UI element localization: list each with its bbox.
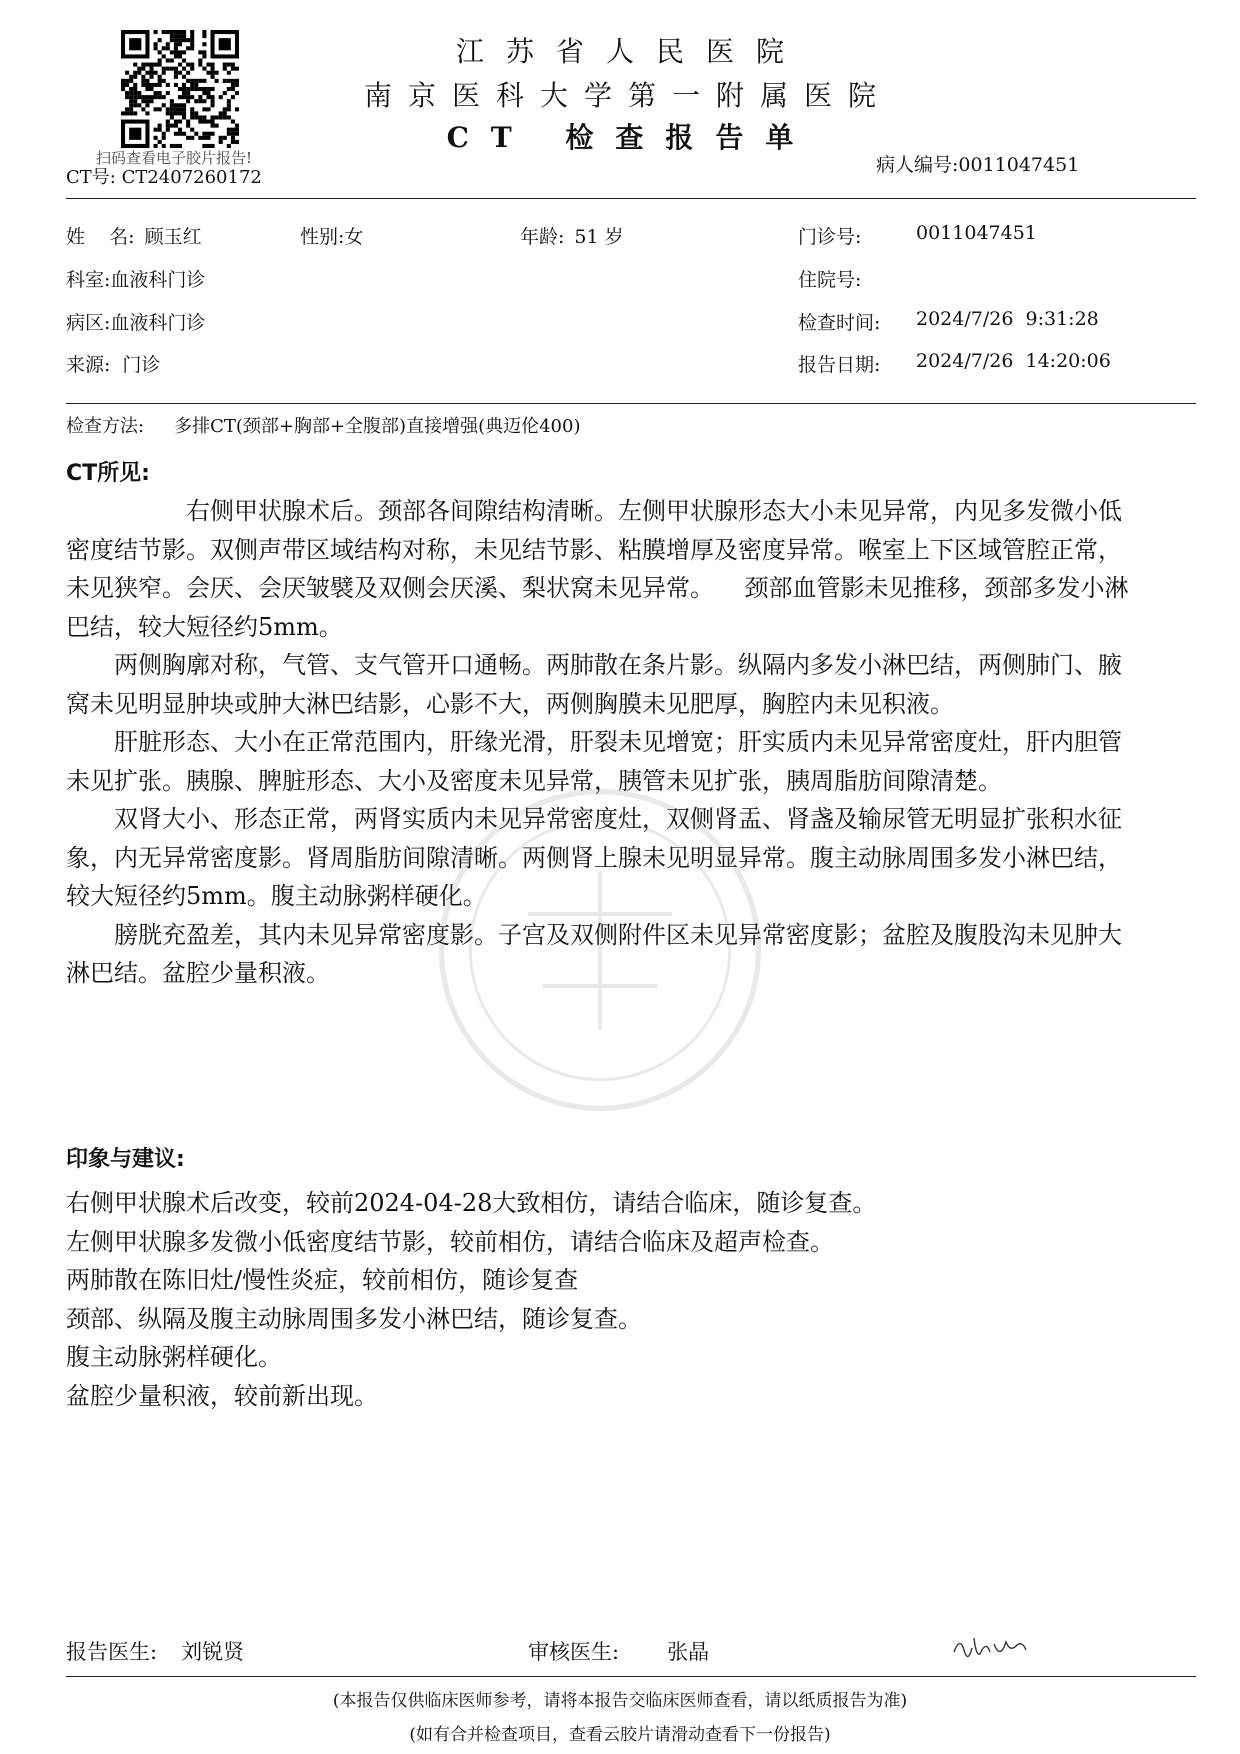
source-field — [66, 350, 160, 377]
findings-title: CT所见: — [66, 461, 150, 486]
findings-paragraph: 肝脏形态、大小在正常范围内，肝缘光滑，肝裂未见增宽；肝实质内未见异常密度灶，肝内胆管未见扩张。胰腺、脾脏形态、大小及密度未见异常，胰管未见扩张，胰周脂肪间隙清楚。 — [66, 728, 1122, 795]
patient-id: 病人编号:0011047451 — [876, 154, 1080, 176]
report-doctor — [66, 1636, 244, 1666]
clinic-no-value: 0011047451 — [916, 222, 1037, 244]
sex-value: 女 — [344, 226, 364, 248]
impression-item: 盆腔少量积液，较前新出现。 — [66, 1381, 378, 1410]
info-divider — [66, 403, 1196, 404]
findings-paragraph: 右侧甲状腺术后。颈部各间隙结构清晰。左侧甲状腺形态大小未见异常，内见多发微小低密度结节影。双侧声带区域结构对称，未见结节影、粘膜增厚及密度异常。喉室上下区域管腔正常，未见狭窄。会厌、会厌皱襞及双侧会厌溪、梨状窝未见异常。 颈部血管影未见推移，颈部多发小淋巴结，较大短径约5mm。 — [66, 497, 1129, 641]
exam-time-field — [798, 308, 880, 335]
exam-method — [66, 412, 580, 438]
dept-label: 科室: — [66, 269, 111, 291]
ward-value: 血液科门诊 — [110, 312, 206, 334]
name-field — [66, 222, 202, 249]
sex-label: 性别: — [300, 226, 345, 248]
footer-note-2: (如有合并检查项目，查看云胶片请滑动查看下一份报告) — [409, 1725, 831, 1745]
impression-item: 右侧甲状腺术后改变，较前2024-04-28大致相仿，请结合临床，随诊复查。 — [66, 1189, 877, 1217]
age-value: 51 岁 — [574, 226, 624, 248]
exam-time-value: 2024/7/26 9:31:28 — [916, 308, 1099, 330]
header-divider — [66, 198, 1196, 199]
report-title: CT 检查报告单 — [446, 121, 816, 154]
age-field — [520, 222, 624, 249]
impression-body — [66, 1184, 1166, 1415]
hospital-name-primary: 江苏省人民医院 — [455, 35, 806, 68]
review-doctor — [528, 1636, 709, 1666]
report-date-label: 报告日期: — [798, 354, 881, 376]
review-doctor-label: 审核医生: — [528, 1640, 620, 1664]
source-label: 来源: — [66, 354, 111, 376]
review-doctor-value: 张晶 — [667, 1640, 710, 1664]
impression-item: 颈部、纵隔及腹主动脉周围多发小淋巴结，随诊复查。 — [66, 1304, 642, 1333]
impression-item: 腹主动脉粥样硬化。 — [66, 1343, 282, 1371]
exam-method-value: 多排CT(颈部+胸部+全腹部)直接增强(典迈伦400) — [174, 416, 581, 437]
footer-note-1: (本报告仅供临床医师参考，请将本报告交临床医师查看，请以纸质报告为准) — [332, 1691, 908, 1711]
impression-item: 左侧甲状腺多发微小低密度结节影，较前相仿，请结合临床及超声检查。 — [66, 1227, 834, 1256]
name-value: 顾玉红 — [144, 226, 202, 248]
report-doctor-value: 刘锐贤 — [181, 1640, 245, 1664]
exam-method-label: 检查方法: — [66, 416, 145, 437]
exam-time-label: 检查时间: — [798, 312, 881, 334]
clinic-no-field — [798, 222, 861, 249]
age-label: 年龄: — [520, 226, 565, 248]
findings-paragraph: 两侧胸廓对称，气管、支气管开口通畅。两肺散在条片影。纵隔内多发小淋巴结，两侧肺门、腋窝未见明显肿块或肿大淋巴结影，心影不大，两侧胸膜未见肥厚，胸腔内未见积液。 — [66, 651, 1122, 718]
report-date-value: 2024/7/26 14:20:06 — [916, 350, 1111, 372]
inpatient-no-label: 住院号: — [798, 269, 862, 291]
impression-item: 两肺散在陈旧灶/慢性炎症，较前相仿，随诊复查 — [66, 1266, 579, 1294]
findings-paragraph: 双肾大小、形态正常，两肾实质内未见异常密度灶，双侧肾盂、肾盏及输尿管无明显扩张积水征象，内无异常密度影。肾周脂肪间隙清晰。两侧肾上腺未见明显异常。腹主动脉周围多发小淋巴结，较大短径约5mm。腹主动脉粥样硬化。 — [66, 805, 1122, 910]
footer-divider — [66, 1676, 1196, 1677]
impression-title: 印象与建议: — [66, 1147, 185, 1172]
ward-field — [66, 308, 205, 335]
dept-value: 血液科门诊 — [110, 269, 206, 291]
dept-field — [66, 265, 205, 292]
ct-number: CT号: CT2407260172 — [66, 167, 262, 188]
clinic-no-label: 门诊号: — [798, 226, 862, 248]
inpatient-no-field — [798, 265, 861, 292]
qr-caption: 扫码查看电子胶片报告! — [96, 149, 253, 167]
findings-paragraph: 膀胱充盈差，其内未见异常密度影。子宫及双侧附件区未见异常密度影；盆腔及腹股沟未见肿大淋巴结。盆腔少量积液。 — [66, 920, 1122, 987]
report-date-field — [798, 350, 880, 377]
signature-icon — [950, 1630, 1030, 1666]
hospital-name-secondary: 南京医科大学第一附属医院 — [363, 79, 892, 112]
sex-field — [300, 222, 363, 249]
source-value: 门诊 — [122, 354, 161, 376]
report-doctor-label: 报告医生: — [66, 1640, 158, 1664]
ward-label: 病区: — [66, 312, 111, 334]
watermark-stamp-icon — [420, 770, 780, 1130]
name-label: 姓 名: — [66, 226, 135, 248]
